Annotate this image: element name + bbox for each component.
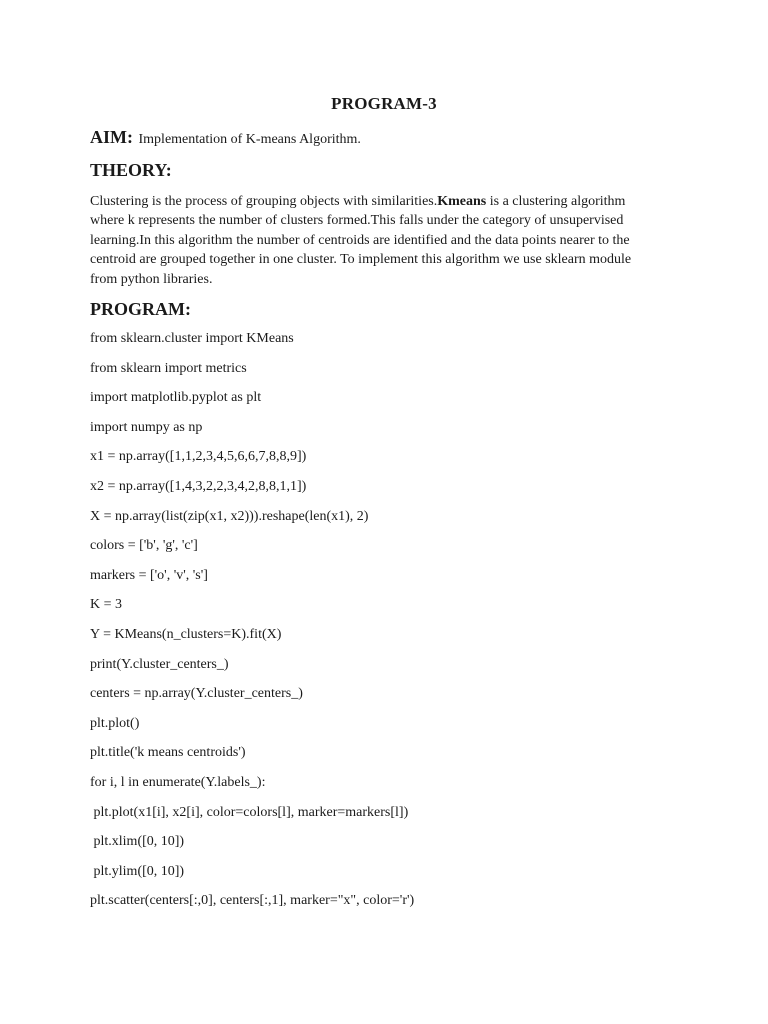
theory-paragraph xyxy=(90,192,690,289)
code-line: plt.plot() xyxy=(90,715,140,731)
theory-line xyxy=(90,211,690,230)
theory-text: from python libraries. xyxy=(90,271,213,287)
aim-label: AIM: xyxy=(90,127,133,147)
code-line: plt.scatter(centers[:,0], centers[:,1], marker="x", color='r') xyxy=(90,893,415,909)
code-line: from sklearn import metrics xyxy=(90,360,247,376)
aim-text: Implementation of K-means Algorithm. xyxy=(138,132,361,147)
theory-heading: THEORY: xyxy=(90,160,172,180)
code-line: plt.title('k means centroids') xyxy=(90,745,246,761)
theory-text: where k represents the number of clusters formed.This falls under the category of unsupervised xyxy=(90,213,624,229)
code-line: plt.plot(x1[i], x2[i], color=colors[l], marker=markers[l]) xyxy=(90,804,409,820)
theory-text: learning.In this algorithm the number of centroids are identified and the data points nearer to the xyxy=(90,232,630,248)
code-line: import matplotlib.pyplot as plt xyxy=(90,390,262,406)
theory-line xyxy=(90,270,690,289)
code-line: plt.ylim([0, 10]) xyxy=(90,863,185,879)
theory-line xyxy=(90,192,690,211)
code-line: plt.xlim([0, 10]) xyxy=(90,834,185,850)
code-line: print(Y.cluster_centers_) xyxy=(90,656,229,672)
code-line: K = 3 xyxy=(90,597,123,613)
code-line: from sklearn.cluster import KMeans xyxy=(90,331,294,346)
code-line: markers = ['o', 'v', 's'] xyxy=(90,567,208,583)
theory-text: centroid are grouped together in one cluster. To implement this algorithm we use sklearn module xyxy=(90,252,632,268)
code-line: colors = ['b', 'g', 'c'] xyxy=(90,538,198,554)
theory-line xyxy=(90,231,690,250)
code-line: x1 = np.array([1,1,2,3,4,5,6,6,7,8,8,9]) xyxy=(90,449,307,465)
code-line: X = np.array(list(zip(x1, x2))).reshape(len(x1), 2) xyxy=(90,508,369,524)
program-heading: PROGRAM: xyxy=(90,299,191,319)
code-line: import numpy as np xyxy=(90,419,203,435)
aim-line xyxy=(90,127,361,148)
theory-line xyxy=(90,250,690,269)
code-line: for i, l in enumerate(Y.labels_): xyxy=(90,775,266,790)
theory-bold-term: Kmeans xyxy=(437,194,487,209)
theory-text: Clustering is the process of grouping objects with similarities. xyxy=(90,194,438,209)
code-line: x2 = np.array([1,4,3,2,2,3,4,2,8,8,1,1]) xyxy=(90,479,307,494)
code-line: Y = KMeans(n_clusters=K).fit(X) xyxy=(90,627,282,642)
code-line: centers = np.array(Y.cluster_centers_) xyxy=(90,686,303,702)
theory-text: is a clustering algorithm xyxy=(486,194,626,209)
page-title: PROGRAM-3 xyxy=(331,94,437,113)
